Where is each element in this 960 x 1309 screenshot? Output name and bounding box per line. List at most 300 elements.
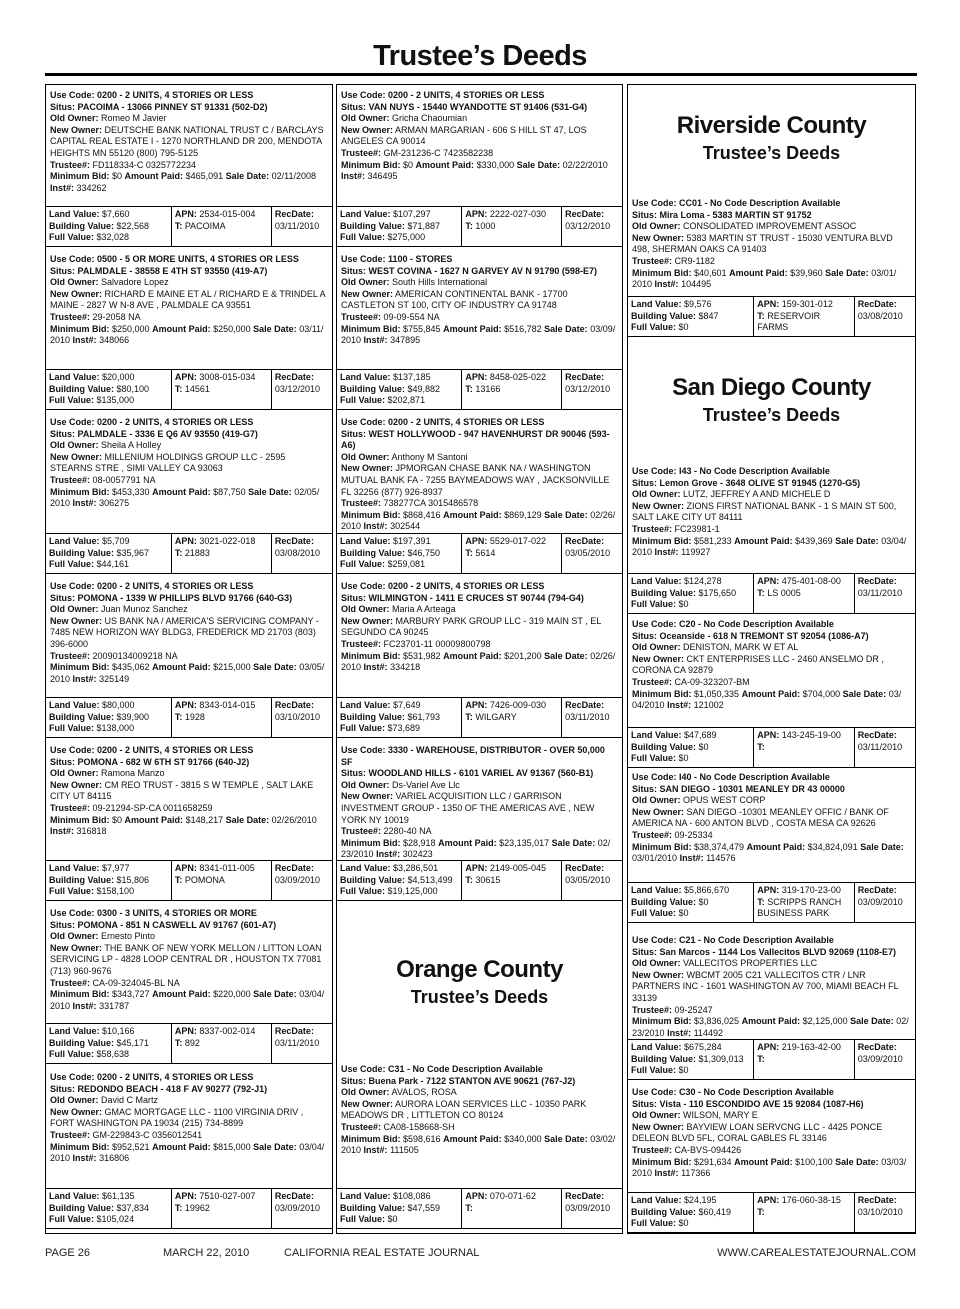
trustee-number <box>50 475 328 487</box>
amount-paid-value: $465,091 <box>185 171 224 182</box>
deed-description <box>46 249 332 349</box>
full-value-value: $0 <box>678 599 689 610</box>
full-value <box>49 723 168 735</box>
deed-description <box>628 461 915 561</box>
valuation-row <box>337 697 622 738</box>
valuation-row <box>628 1039 915 1080</box>
min-bid-value: $531,982 <box>403 650 441 661</box>
amount-paid-value: $34,824,091 <box>807 841 858 852</box>
use-code-value: 0200 - 2 UNITS, 4 STORIES OR LESS <box>388 581 545 591</box>
building-value-label: Building Value: <box>631 1206 697 1217</box>
valuation-amounts <box>337 207 462 246</box>
amount-paid-label: Amount Paid: <box>124 814 184 825</box>
trustee-number-label: Trustee#: <box>341 1121 382 1132</box>
sale-date-value: 02/ 23/2010 <box>341 837 611 860</box>
new-owner-label: New Owner: <box>341 1098 394 1109</box>
amount-paid-value: $220,000 <box>213 989 251 1000</box>
land-value-value: $7,649 <box>393 700 421 710</box>
inst-number-value: 119927 <box>681 547 711 558</box>
building-value-value: $49,882 <box>407 383 441 394</box>
apn <box>175 700 268 712</box>
use-code <box>50 581 328 593</box>
parcel-info <box>462 370 562 409</box>
building-value-value: $47,559 <box>407 1202 441 1213</box>
inst-number-label: Inst#: <box>50 182 75 193</box>
new-owner-value: SAN DIEGO -10301 MEANLEY OFFIC / BANK OF AMERICA NA - 600 ANTON BLVD , COSTA MESA CA 92626 <box>632 806 889 829</box>
old-owner-value: South Hills International <box>392 277 488 288</box>
trustee-number-label: Trustee#: <box>341 498 382 509</box>
new-owner <box>632 654 911 677</box>
use-code-label: Use Code: <box>341 1064 386 1074</box>
sale-date-value: 03/11/ 2010 <box>50 323 324 346</box>
apn-label: APN: <box>465 372 488 382</box>
use-code-value: 0200 - 2 UNITS, 4 STORIES OR LESS <box>97 745 254 755</box>
situs <box>632 631 911 643</box>
building-value-label: Building Value: <box>340 711 406 722</box>
situs-label: Situs: <box>50 428 76 439</box>
apn <box>465 700 558 712</box>
trustee-number <box>50 978 328 990</box>
use-code-label: Use Code: <box>632 619 677 629</box>
sale-date-value: 03/04/ 2010 <box>50 1141 325 1164</box>
apn-label: APN: <box>757 885 780 895</box>
trustee-number-value: 08-0057791 NA <box>92 474 156 485</box>
trustee-number <box>632 677 911 689</box>
use-code <box>632 619 911 631</box>
sale-date-label: Sale Date: <box>842 688 887 699</box>
old-owner-value: Sheila A Holley <box>101 440 162 451</box>
apn <box>757 576 850 588</box>
tract <box>175 875 268 887</box>
building-value <box>631 588 750 600</box>
inst-number-label: Inst#: <box>363 662 388 673</box>
building-value <box>49 875 168 887</box>
valuation-row <box>46 860 332 901</box>
recdate-value: 03/11/2010 <box>274 1037 320 1048</box>
full-value <box>49 232 168 244</box>
building-value-value: $175,650 <box>698 587 737 598</box>
building-value <box>49 1203 168 1215</box>
land-value <box>340 700 458 712</box>
building-value-label: Building Value: <box>49 383 115 394</box>
apn-label: APN: <box>757 576 780 586</box>
old-owner-value: Anthony M Santoni <box>391 451 468 462</box>
land-value <box>49 700 168 712</box>
use-code-label: Use Code: <box>341 417 386 427</box>
apn <box>757 885 850 897</box>
min-bid-label: Minimum Bid: <box>632 1016 692 1027</box>
new-owner-label: New Owner: <box>50 124 103 135</box>
deed-description <box>628 1082 915 1182</box>
tract <box>465 384 558 396</box>
trustee-number <box>632 524 911 536</box>
inst-number-label: Inst#: <box>341 171 366 182</box>
sale-date-label: Sale Date: <box>551 837 596 848</box>
trustee-number-label: Trustee#: <box>632 255 673 266</box>
trustee-number-label: Trustee#: <box>50 802 91 813</box>
record-date <box>562 861 622 900</box>
apn-label: APN: <box>465 536 488 546</box>
land-value-label: Land Value: <box>340 536 391 546</box>
tract-label: T: <box>465 220 473 231</box>
deed-entry <box>337 576 622 676</box>
use-code <box>632 935 911 947</box>
amount-paid-label: Amount Paid: <box>152 662 211 673</box>
use-code-value: 1100 - STORES <box>388 254 453 264</box>
amount-paid-label: Amount Paid: <box>152 1141 211 1152</box>
use-code <box>632 1087 911 1099</box>
parcel-info <box>172 1189 272 1228</box>
situs-label: Situs: <box>50 1083 76 1094</box>
recdate-label: RecDate: <box>565 863 605 873</box>
sale-date-label: Sale Date: <box>544 1133 588 1144</box>
land-value-value: $124,278 <box>684 576 722 586</box>
amount-paid-value: $2,125,000 <box>802 1016 848 1027</box>
valuation-row <box>337 369 622 410</box>
tract <box>175 384 268 396</box>
bid-line <box>632 842 911 865</box>
apn-value: 2534-015-004 <box>199 209 256 219</box>
use-code-value: C21 - No Code Description Available <box>679 935 834 945</box>
tract-label: T: <box>174 220 183 231</box>
situs-label: Situs: <box>50 592 76 603</box>
apn-label: APN: <box>757 1195 780 1205</box>
apn-value: 3021-022-018 <box>199 536 256 546</box>
deed-entry <box>337 85 622 185</box>
valuation-amounts <box>628 728 754 767</box>
building-value <box>631 742 750 754</box>
recdate-value: 03/12/2010 <box>565 220 611 231</box>
full-value <box>340 395 458 407</box>
use-code-label: Use Code: <box>632 772 677 782</box>
sale-date-label: Sale Date: <box>516 159 561 170</box>
situs <box>50 757 328 769</box>
situs-label: Situs: <box>50 265 76 276</box>
tract-label: T: <box>174 1037 183 1048</box>
record-date <box>562 370 622 409</box>
bid-line <box>632 1016 911 1039</box>
deed-description <box>337 1059 622 1159</box>
old-owner-label: Old Owner: <box>50 277 99 288</box>
record-date <box>855 1193 915 1232</box>
deed-entry <box>337 1059 622 1159</box>
situs <box>341 1076 618 1088</box>
apn <box>465 209 558 221</box>
riverside-county-heading <box>628 111 915 165</box>
amount-paid-label: Amount Paid: <box>438 837 497 848</box>
sale-date-value: 03/09/ 2010 <box>341 323 616 346</box>
amount-paid-label: Amount Paid: <box>443 509 502 520</box>
apn-value: 7510-027-007 <box>199 1191 256 1201</box>
valuation-amounts <box>628 574 754 613</box>
sale-date-label: Sale Date: <box>835 1156 879 1167</box>
inst-number-label: Inst#: <box>363 1145 388 1156</box>
building-value <box>49 221 168 233</box>
sale-date-label: Sale Date: <box>248 486 292 497</box>
parcel-info <box>172 698 272 737</box>
use-code <box>632 466 911 478</box>
new-owner <box>632 807 911 830</box>
trustee-number-value: FC23701-11 00009800798 <box>383 638 491 649</box>
building-value-value: $0 <box>698 741 709 752</box>
trustee-number <box>632 1005 911 1017</box>
full-value-value: $0 <box>678 1218 689 1229</box>
tract-value: LS 0005 <box>767 587 801 598</box>
san-diego-county-heading <box>628 373 915 427</box>
trustee-number-label: Trustee#: <box>341 826 382 837</box>
building-value <box>631 1207 750 1219</box>
apn-value: 3008-015-034 <box>199 372 256 382</box>
situs-value: REDONDO BEACH - 418 F AV 90277 (792-J1) <box>77 1083 268 1094</box>
apn-value: 2149-005-045 <box>489 863 546 873</box>
recdate-value: 03/12/2010 <box>565 383 611 394</box>
deed-entry <box>46 85 332 196</box>
amount-paid-value: $516,782 <box>504 323 542 334</box>
min-bid-value: $868,416 <box>403 509 441 520</box>
recdate-value: 03/11/2010 <box>857 587 903 598</box>
land-value-label: Land Value: <box>49 1026 100 1036</box>
tract-value: 30615 <box>475 874 501 885</box>
old-owner-value: Salvadore Lopez <box>101 277 169 288</box>
amount-paid-value: $87,750 <box>213 486 246 497</box>
full-value-value: $275,000 <box>387 232 426 243</box>
amount-paid-value: $869,129 <box>504 509 542 520</box>
building-value <box>340 384 458 396</box>
building-value-value: $35,967 <box>116 547 150 558</box>
apn-label: APN: <box>174 1026 197 1036</box>
old-owner-value: CONSOLIDATED IMPROVEMENT ASSOC <box>683 221 857 232</box>
sale-date-value: 02/26/ 2010 <box>341 509 616 532</box>
land-value <box>340 863 458 875</box>
use-code <box>341 1064 618 1076</box>
full-value-label: Full Value: <box>631 1065 677 1076</box>
record-date <box>855 883 915 922</box>
tract-value: SCRIPPS RANCH BUSINESS PARK <box>757 896 842 919</box>
new-owner-value: CKT ENTERPRISES LLC - 2460 ANSELMO DR , CORONA CA 92879 <box>632 653 884 676</box>
new-owner-label: New Owner: <box>632 806 685 817</box>
new-owner-label: New Owner: <box>632 969 685 980</box>
valuation-amounts <box>337 370 462 409</box>
situs <box>50 102 328 114</box>
tract-value: 1000 <box>475 220 496 231</box>
full-value-label: Full Value: <box>49 1049 95 1060</box>
use-code-value: C31 - No Code Description Available <box>388 1064 543 1074</box>
valuation-row <box>46 206 332 247</box>
record-date <box>855 1040 915 1079</box>
apn <box>465 1191 558 1203</box>
record-date <box>272 861 332 900</box>
full-value-value: $259,081 <box>387 559 426 570</box>
min-bid-label: Minimum Bid: <box>632 535 692 546</box>
valuation-amounts <box>46 534 172 573</box>
land-value-label: Land Value: <box>340 209 391 219</box>
trustee-number <box>50 803 328 815</box>
situs-value: Mira Loma - 5383 MARTIN ST 91752 <box>659 209 812 220</box>
recdate-label: RecDate: <box>857 576 897 586</box>
trustee-number-value: CA-09-323207-BM <box>674 676 750 687</box>
amount-paid-value: $39,960 <box>790 267 823 278</box>
sale-date-value: 03/03/ 2010 <box>632 1156 907 1179</box>
old-owner <box>632 1110 911 1122</box>
building-value-label: Building Value: <box>340 383 406 394</box>
sale-date-label: Sale Date: <box>253 662 297 673</box>
recdate-label: RecDate: <box>274 536 314 546</box>
county-name: Riverside County <box>676 112 867 139</box>
orange-county-heading <box>337 955 622 1009</box>
tract-label: T: <box>757 741 765 752</box>
recdate-value: 03/10/2010 <box>274 711 320 722</box>
trustee-number-value: GM-231236-C 7423582238 <box>383 147 494 158</box>
trustee-number-label: Trustee#: <box>50 159 91 170</box>
min-bid-label: Minimum Bid: <box>341 159 401 170</box>
use-code-label: Use Code: <box>341 745 386 755</box>
new-owner-label: New Owner: <box>341 124 394 135</box>
parcel-info <box>462 698 562 737</box>
old-owner-label: Old Owner: <box>50 604 99 615</box>
sale-date-label: Sale Date: <box>544 650 588 661</box>
situs-value: Lemon Grove - 3648 OLIVE ST 91945 (1270-G5) <box>659 477 861 488</box>
building-value <box>49 712 168 724</box>
situs-label: Situs: <box>341 592 367 603</box>
land-value <box>340 536 458 548</box>
deed-description <box>46 576 332 687</box>
new-owner-label: New Owner: <box>50 942 103 953</box>
full-value-label: Full Value: <box>340 1214 386 1225</box>
trustee-number-label: Trustee#: <box>341 311 382 322</box>
min-bid-label: Minimum Bid: <box>341 1133 401 1144</box>
sale-date-value: 03/05/ 2010 <box>50 662 325 684</box>
sale-date-label: Sale Date: <box>825 267 869 278</box>
situs-value: POMONA - 1339 W PHILLIPS BLVD 91766 (640-G3) <box>77 592 293 603</box>
tract <box>757 742 850 754</box>
page-title: Trustee’s Deeds <box>373 40 587 72</box>
full-value <box>49 395 168 407</box>
new-owner <box>50 452 328 475</box>
new-owner-label: New Owner: <box>50 779 103 790</box>
sale-date-label: Sale Date: <box>850 1016 894 1027</box>
valuation-row <box>46 369 332 410</box>
deed-description <box>628 193 915 293</box>
tract-value: 21883 <box>184 547 210 558</box>
parcel-info <box>754 297 854 336</box>
full-value <box>340 232 458 244</box>
new-owner-value: JPMORGAN CHASE BANK NA / WASHINGTON MUTUAL BANK FA - 7255 BAYMEADOWS WAY , JACKSONVILLE FL 32256 (877) 926-8937 <box>341 463 610 497</box>
full-value-label: Full Value: <box>49 1214 95 1225</box>
sale-date-label: Sale Date: <box>253 1141 297 1152</box>
situs <box>341 102 618 114</box>
new-owner-value: BAYVIEW LOAN SERVCNG LLC - 4425 PONCE DELEON BLVD 5FL, CORAL GABLES FL 33146 <box>632 1121 883 1144</box>
land-value-label: Land Value: <box>631 730 682 740</box>
parcel-info <box>754 883 854 922</box>
new-owner <box>50 1107 328 1130</box>
apn-label: APN: <box>174 536 197 546</box>
building-value <box>340 712 458 724</box>
building-value-label: Building Value: <box>631 310 697 321</box>
old-owner <box>632 642 911 654</box>
deed-description <box>46 1067 332 1167</box>
amount-paid-label: Amount Paid: <box>741 1016 801 1027</box>
new-owner-value: MARBURY PARK GROUP LLC - 319 MAIN ST , EL SEGUNDO CA 90245 <box>341 615 601 638</box>
old-owner-value: VALLECITOS PROPERTIES LLC <box>683 958 818 969</box>
trustee-number-value: 20090134009218 NA <box>92 650 178 661</box>
valuation-amounts <box>337 861 462 900</box>
footer-date: MARCH 22, 2010 <box>163 1247 250 1259</box>
old-owner <box>50 1095 328 1107</box>
min-bid-value: $598,616 <box>403 1133 441 1144</box>
valuation-row <box>628 1192 915 1233</box>
building-value-label: Building Value: <box>631 741 697 752</box>
use-code-value: 0200 - 2 UNITS, 4 STORIES OR LESS <box>97 90 254 100</box>
land-value <box>631 299 750 311</box>
valuation-row <box>628 882 915 923</box>
situs-value: Buena Park - 7122 STANTON AVE 90621 (767-J2) <box>368 1075 576 1086</box>
land-value-label: Land Value: <box>340 700 391 710</box>
trustee-number-value: GM-229843-C 0356012541 <box>92 1129 203 1140</box>
building-value-value: $39,900 <box>116 711 150 722</box>
land-value <box>49 1026 168 1038</box>
tract-label: T: <box>465 874 473 885</box>
situs <box>632 947 911 959</box>
situs-label: Situs: <box>632 209 658 220</box>
land-value-label: Land Value: <box>49 209 100 219</box>
use-code-label: Use Code: <box>341 254 386 264</box>
tract <box>757 311 850 334</box>
valuation-amounts <box>337 534 462 573</box>
building-value <box>631 1054 750 1066</box>
record-date <box>855 297 915 336</box>
sale-date-value: 02/ 23/2010 <box>632 1016 909 1038</box>
land-value-label: Land Value: <box>631 576 682 586</box>
deed-entry <box>628 930 915 1041</box>
sale-date-value: 02/11/2008 <box>271 171 317 182</box>
deed-entry <box>337 740 622 863</box>
min-bid-value: $435,062 <box>112 662 150 673</box>
amount-paid-label: Amount Paid: <box>741 688 801 699</box>
deed-entry <box>628 767 915 867</box>
land-value-value: $3,286,501 <box>393 863 439 873</box>
building-value <box>631 897 750 909</box>
full-value <box>49 886 168 898</box>
situs <box>341 266 618 278</box>
full-value-value: $158,100 <box>96 886 135 897</box>
use-code-value: 0300 - 3 UNITS, 4 STORIES OR MORE <box>97 908 257 918</box>
trustee-number <box>341 826 618 838</box>
parcel-info <box>172 370 272 409</box>
parcel-info <box>754 574 854 613</box>
new-owner-label: New Owner: <box>50 615 103 626</box>
min-bid-label: Minimum Bid: <box>50 662 110 673</box>
tract-label: T: <box>757 587 765 598</box>
situs-label: Situs: <box>341 768 367 779</box>
valuation-row <box>46 533 332 574</box>
building-value-label: Building Value: <box>49 547 115 558</box>
deed-entry <box>46 1067 332 1167</box>
amount-paid-value: $148,217 <box>185 814 224 825</box>
trustee-number-label: Trustee#: <box>632 523 673 534</box>
use-code-value: 0200 - 2 UNITS, 4 STORIES OR LESS <box>97 581 254 591</box>
tract <box>175 1203 268 1215</box>
record-date <box>562 207 622 246</box>
apn <box>757 730 850 742</box>
recdate-label: RecDate: <box>857 299 897 309</box>
full-value-value: $44,161 <box>96 559 130 570</box>
use-code <box>341 581 618 593</box>
new-owner <box>341 289 618 312</box>
building-value-label: Building Value: <box>49 1037 115 1048</box>
parcel-info <box>462 534 562 573</box>
bid-line <box>50 989 328 1012</box>
old-owner-label: Old Owner: <box>50 768 99 779</box>
